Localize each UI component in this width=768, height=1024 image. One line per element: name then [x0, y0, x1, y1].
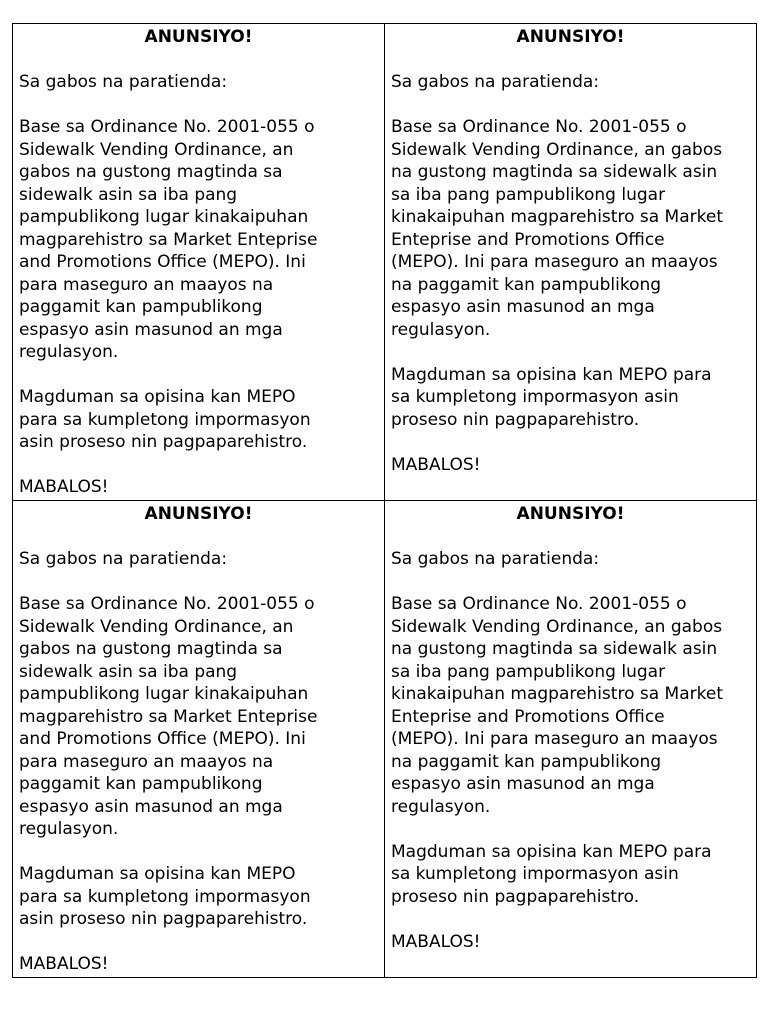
- notice-greeting: Sa gabos na paratienda:: [391, 549, 600, 569]
- notice-instruction: Magduman sa opisina kan MEPO para sa kumpletong impormasyon asin proseso nin pagpaparehistro.: [19, 864, 311, 929]
- notice-greeting: Sa gabos na paratienda:: [391, 72, 600, 92]
- notice-cell-top-left: [13, 24, 385, 501]
- notice-body: Base sa Ordinance No. 2001-055 o Sidewalk Vending Ordinance, an gabos na gustong magtinda sa sidewalk asin sa iba pang pampublikong lugar kinakaipuhan magparehistro sa Market Enteprise and Promotions Office (MEPO). Ini para maseguro an maayos na paggamit kan pampublikong espasyo asin masunod an mga regulasyon.: [391, 117, 723, 340]
- notice-cell-bottom-right: [385, 501, 757, 978]
- notice-row: [13, 501, 757, 978]
- notice-closing: MABALOS!: [391, 454, 481, 475]
- notice-title: ANUNSIYO!: [516, 504, 625, 524]
- notice-instruction: Magduman sa opisina kan MEPO para sa kumpletong impormasyon asin proseso nin pagpaparehistro.: [391, 364, 712, 430]
- notice-title: ANUNSIYO!: [144, 504, 253, 524]
- notice-title: ANUNSIYO!: [144, 27, 253, 47]
- notice-closing: MABALOS!: [19, 477, 109, 497]
- notice-cell-bottom-left: [13, 501, 385, 978]
- notice-cell-top-right: [385, 24, 757, 501]
- notice-greeting: Sa gabos na paratienda:: [19, 549, 228, 569]
- notice-closing: MABALOS!: [19, 954, 109, 974]
- notice-body: Base sa Ordinance No. 2001-055 o Sidewalk Vending Ordinance, an gabos na gustong magtinda sa sidewalk asin sa iba pang pampublikong lugar kinakaipuhan magparehistro sa Market Enteprise and Promotions Office (MEPO). Ini para maseguro an maayos na paggamit kan pampublikong espasyo asin masunod an mga regulasyon.: [19, 594, 318, 839]
- notice-grid: [12, 23, 757, 978]
- notice-body: Base sa Ordinance No. 2001-055 o Sidewalk Vending Ordinance, an gabos na gustong magtinda sa sidewalk asin sa iba pang pampublikong lugar kinakaipuhan magparehistro sa Market Enteprise and Promotions Office (MEPO). Ini para maseguro an maayos na paggamit kan pampublikong espasyo asin masunod an mga regulasyon.: [391, 594, 723, 817]
- notice-title: ANUNSIYO!: [516, 27, 625, 47]
- notice-row: [13, 24, 757, 501]
- notice-body: Base sa Ordinance No. 2001-055 o Sidewalk Vending Ordinance, an gabos na gustong magtinda sa sidewalk asin sa iba pang pampublikong lugar kinakaipuhan magparehistro sa Market Enteprise and Promotions Office (MEPO). Ini para maseguro an maayos na paggamit kan pampublikong espasyo asin masunod an mga regulasyon.: [19, 117, 318, 362]
- notice-instruction: Magduman sa opisina kan MEPO para sa kumpletong impormasyon asin proseso nin pagpaparehistro.: [19, 387, 311, 452]
- notice-instruction: Magduman sa opisina kan MEPO para sa kumpletong impormasyon asin proseso nin pagpaparehistro.: [391, 841, 712, 907]
- notice-closing: MABALOS!: [391, 931, 481, 952]
- notice-greeting: Sa gabos na paratienda:: [19, 72, 228, 92]
